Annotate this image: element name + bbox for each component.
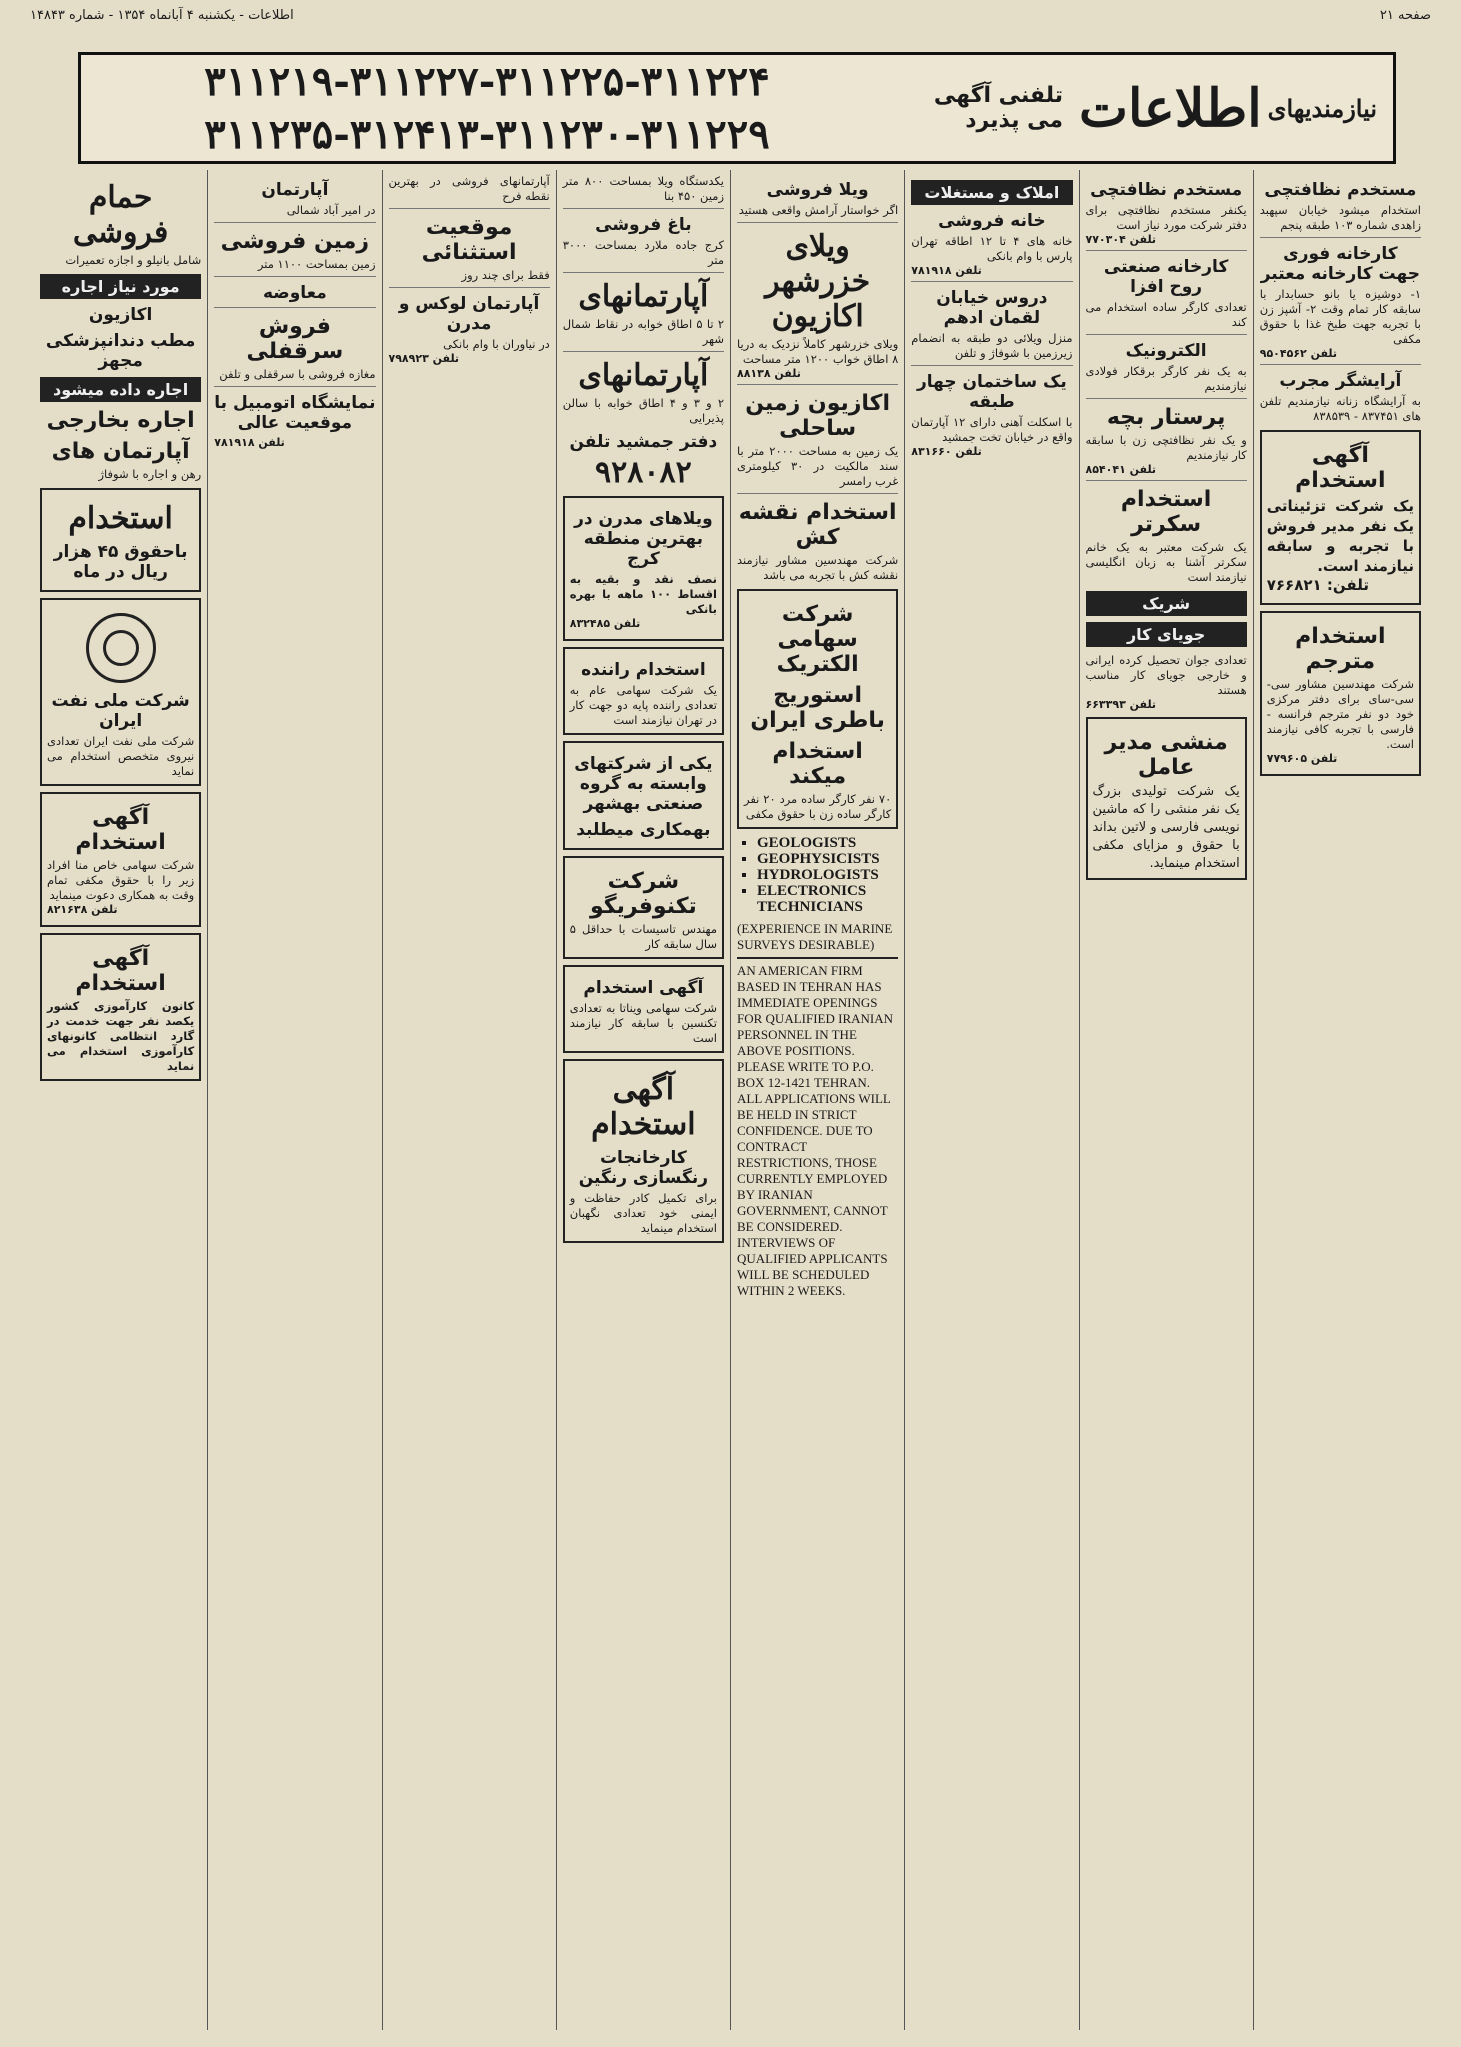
ad-heading: آگهی استخدام: [591, 1072, 696, 1142]
ad-heading: آگهی استخدام: [583, 978, 704, 998]
ad-text: ۷۰ نفر کارگر ساده مرد ۲۰ نفر کارگر ساده زن با حقوق مکفی: [744, 792, 892, 821]
ad-text: یک شرکت معتبر به یک خانم سکرتر آشنا به زبان انگلیسی نیازمند است: [1085, 540, 1247, 584]
ad-heading: استخدام نقشه کش: [738, 500, 897, 550]
ad-text: با اسکلت آهنی دارای ۱۲ آپارتمان واقع در خیابان تخت جمشید: [911, 415, 1073, 444]
ad-heading: استخدام مترجم: [1295, 624, 1386, 674]
ad-heading: آپارتمان: [261, 180, 329, 200]
ad-heading: دفتر جمشید تلفن: [569, 432, 718, 452]
en-position: ▪ GEOPHYSICISTS: [757, 851, 898, 867]
ad-text: نصف نقد و بقیه به اقساط ۱۰۰ ماهه با بهره بانکی: [569, 572, 717, 616]
en-body: INTERVIEWS OF QUALIFIED APPLICANTS WILL BE SCHEDULED WITHIN 2 WEEKS.: [737, 1235, 888, 1298]
ad-text: برای تکمیل کادر حفاظت و ایمنی خود تعدادی نگهبان استخدام مینماید: [569, 1191, 717, 1235]
en-body: AN AMERICAN FIRM BASED IN TEHRAN HAS IMMEDIATE OPENINGS FOR QUALIFIED IRANIAN PERSONNEL IN THE ABOVE POSITIONS. PLEASE WRITE TO P.O. BOX 12-1421 TEHRAN.: [737, 963, 893, 1090]
ad-phone: تلفن ۷۷۹۶۰۵: [1266, 752, 1338, 765]
ad-heading: ویلاهای مدرن در بهترین منطقه کرج: [574, 509, 713, 569]
ad-text: در نیاوران با وام بانکی: [443, 337, 550, 351]
ad-heading: یکی از شرکتهای وابسته به گروه صنعتی بهشهر: [574, 754, 713, 814]
column-3: [904, 170, 1078, 2030]
divider: [1086, 250, 1247, 251]
ad-heading: باغ فروشی: [595, 215, 692, 235]
ad-heading: کارخانه صنعتی روح افزا: [1103, 257, 1229, 297]
ad-text: شرکت ملی نفت ایران تعدادی نیروی متخصص استخدام می نماید: [47, 734, 195, 778]
ad-phone: تلفن ۸۵۴۰۴۱: [1085, 463, 1157, 476]
section-banner: شریک: [1086, 591, 1247, 616]
ad-heading: بهمکاری میطلبد: [576, 820, 711, 840]
ad-heading: ویلا فروشی: [766, 180, 869, 200]
ad-box: [563, 965, 724, 1053]
ad-text: منزل ویلائی دو طبقه به انضمام زیرزمین با شوفاژ و تلفن: [911, 331, 1073, 360]
ad-heading: آپارتمانهای: [578, 279, 709, 314]
en-position: ▪ HYDROLOGISTS: [757, 867, 898, 883]
top-line: [30, 0, 1431, 30]
ad-heading: آگهی استخدام: [1295, 443, 1386, 493]
divider: [563, 272, 724, 273]
page-number: صفحه ۲۱: [1379, 7, 1431, 23]
ad-heading: استخدام راننده: [581, 660, 706, 680]
en-position: ▪ ELECTRONICS TECHNICIANS: [757, 883, 898, 915]
ad-heading: زمین فروشی: [220, 229, 370, 254]
ad-text: در امیر آباد شمالی: [286, 203, 376, 217]
ad-heading: آگهی استخدام: [75, 946, 166, 996]
brand-small: نیازمندیهای: [1267, 93, 1378, 123]
ad-heading: شرکت تکنوفریگو: [589, 869, 697, 919]
ad-phone: تلفن ۸۲۱۶۳۸: [47, 903, 118, 916]
ad-heading: استخدام: [68, 501, 173, 536]
column-2: [1079, 170, 1253, 2030]
ad-text: ۱- دوشیزه یا بانو حسابدار با سابقه کار تمام وقت ۲- آشپز زن با تجربه جهت طبخ غذا با حقوق مکفی: [1259, 287, 1421, 346]
ad-heading: آپارتمانهای: [578, 358, 709, 393]
company-logo-icon: [86, 613, 156, 683]
ad-phone: تلفن: ۷۶۶۸۲۱: [1266, 576, 1369, 594]
ad-heading: آگهی استخدام: [75, 805, 166, 855]
ad-box: [1086, 717, 1247, 880]
ad-heading: فروش سرقفلی: [246, 314, 344, 364]
divider: [563, 351, 724, 352]
divider: [1086, 334, 1247, 335]
ad-heading: باحقوق ۴۵ هزار ریال در ماه: [53, 542, 188, 582]
column-6: [382, 170, 556, 2030]
divider: [214, 307, 375, 308]
section-banner: مورد نیاز اجاره: [40, 274, 201, 299]
column-5: [556, 170, 730, 2030]
divider: [214, 276, 375, 277]
ad-heading: الکترونیک: [1125, 341, 1207, 361]
ad-text: شرکت سهامی خاص منا افراد زیر را با حقوق مکفی تمام وقت به همکاری دعوت مینماید: [47, 858, 195, 902]
column-1: [1253, 170, 1427, 2030]
ad-text: کرج جاده ملارد بمساحت ۳۰۰۰ متر: [562, 238, 724, 267]
ad-text: تعدادی کارگر ساده استخدام می کند: [1085, 300, 1247, 329]
ad-heading: اجاره بخارجی: [46, 408, 195, 433]
column-7: [207, 170, 381, 2030]
ad-box: [563, 1059, 724, 1243]
ad-text: ۲ و ۳ و ۴ اطاق خوابه با سالن پذیرایی: [562, 396, 724, 425]
ad-text: تعدادی جوان تحصیل کرده ایرانی و خارجی جویای کار مناسب هستند: [1085, 653, 1247, 697]
english-ad: [737, 835, 898, 1299]
divider: [1086, 398, 1247, 399]
ad-text: ویلای خزرشهر کاملاً نزدیک به دریا ۸ اطاق خواب ۱۲۰۰ متر مساحت: [737, 337, 899, 366]
ad-box: [40, 792, 201, 927]
ad-text: آپارتمانهای فروشی در بهترین نقطه فرح: [388, 174, 550, 203]
ad-phone: تلفن ۸۳۱۶۶۰: [911, 445, 982, 458]
ad-text: یک شرکت تولیدی بزرگ یک نفر منشی را که ماشین نویسی فارسی و لاتین بداند با حقوق و مزایای مکفی استخدام مینماید.: [1092, 784, 1240, 871]
ad-phone: تلفن ۸۸۱۳۸: [737, 367, 801, 380]
ad-phone: تلفن ۹۵۰۴۵۶۲: [1259, 347, 1338, 360]
ad-text: ۲ تا ۵ اطاق خوابه در نقاط شمال شهر: [562, 317, 725, 346]
ad-box: [40, 933, 201, 1081]
ad-text: یکدستگاه ویلا بمساحت ۸۰۰ متر زمین ۴۵۰ بنا: [562, 174, 724, 203]
ad-text: به یک نفر کارگر برقکار فولادی نیازمندیم: [1085, 364, 1247, 393]
ad-box: [40, 488, 201, 592]
divider: [1260, 237, 1421, 238]
ad-text: شرکت سهامی ویناتا به تعدادی تکنسین با سابقه کار نیازمند است: [569, 1001, 717, 1045]
ad-box: [1260, 430, 1421, 605]
ad-phone: تلفن ۷۷۰۳۰۴: [1085, 233, 1157, 246]
ad-phone: تلفن ۷۸۱۹۱۸: [214, 436, 285, 449]
ad-heading: آرایشگر مجرب: [1279, 371, 1402, 391]
ad-text: مهندس تاسیسات با حداقل ۵ سال سابقه کار: [569, 922, 717, 951]
masthead-phones: [81, 55, 893, 161]
ad-text: زمین بمساحت ۱۱۰۰ متر: [257, 257, 376, 271]
ad-box: [1260, 611, 1421, 776]
ad-text: شرکت مهندسین مشاور سی-سی-سای برای دفتر مرکزی خود دو نفر مترجم فرانسه - فارسی با تجربه کافی نیازمند است.: [1266, 677, 1414, 751]
column-8: [34, 170, 207, 2030]
masthead-tagline: تلفنی آگهی می پذیرد: [933, 83, 1063, 133]
ad-box: [737, 589, 898, 829]
ad-heading: کارخانه فوری جهت کارخانه معتبر: [1260, 244, 1421, 284]
ad-heading: اکازیون: [88, 305, 153, 325]
section-banner: املاک و مستغلات: [911, 180, 1072, 205]
divider: [737, 384, 898, 385]
en-note: (EXPERIENCE IN MARINE SURVEYS DESIRABLE): [737, 921, 893, 952]
divider: [214, 222, 375, 223]
phones-row-2: ۳۱۱۲۳۵-۳۱۲۴۱۳-۳۱۱۲۳۰-۳۱۱۲۲۹: [204, 111, 770, 158]
column-4: [730, 170, 904, 2030]
divider: [737, 493, 898, 494]
ad-box: [563, 741, 724, 850]
ad-heading: خانه فروشی: [938, 211, 1046, 231]
logo-ring-icon: [103, 630, 139, 666]
divider: [389, 208, 550, 209]
ad-text: فقط برای چند روز: [461, 268, 550, 282]
ad-heading: اکازیون زمین ساحلی: [745, 391, 891, 441]
ad-phone: تلفن ۷۸۱۹۱۸: [911, 264, 982, 277]
ad-text: کانون کارآموزی کشور یکصد نفر جهت خدمت در گارد انتظامی کانونهای کارآموزی استخدام می نماید: [47, 999, 195, 1073]
phones-row-1: ۳۱۱۲۱۹-۳۱۱۲۲۷-۳۱۱۲۲۵-۳۱۱۲۲۴: [204, 58, 770, 105]
ad-heading: مستخدم نظافتچی: [1264, 180, 1417, 200]
ad-text: و یک نفر نظافتچی زن با سابقه کار نیازمندیم: [1085, 433, 1247, 462]
ad-text: رهن و اجاره با شوفاژ: [98, 467, 202, 481]
divider: [737, 222, 898, 223]
divider: [737, 957, 898, 959]
divider: [1260, 364, 1421, 365]
ad-text: خانه های ۴ تا ۱۲ اطاقه تهران پارس با وام بانکی: [911, 234, 1073, 263]
ad-heading: موقعیت استثنائی: [421, 215, 517, 265]
ad-box: [563, 856, 724, 959]
ad-heading: آپارتمان های: [51, 439, 190, 464]
ad-heading: نمایشگاه اتومبیل با موقعیت عالی: [214, 393, 376, 433]
ad-big-phone: ۹۲۸۰۸۲: [595, 455, 692, 490]
ad-heading: دروس خیابان لقمان ادهم: [936, 288, 1048, 328]
ad-heading: شرکت سهامی الکتریک: [776, 602, 859, 677]
ad-heading: مستخدم نظافتچی: [1090, 180, 1243, 200]
ad-heading: استخدام میکند: [772, 739, 863, 789]
ad-heading: استخدام سکرتر: [1120, 487, 1212, 537]
ad-heading: شرکت ملی نفت ایران: [51, 691, 190, 731]
ad-text: شرکت مهندسین مشاور نیازمند نقشه کش با تجربه می باشد: [737, 553, 899, 582]
brand-big: اطلاعات: [1078, 77, 1262, 139]
en-position: ▪ GEOLOGISTS: [757, 835, 898, 851]
ad-heading: استوریج باطری ایران: [750, 683, 885, 733]
ad-heading: منشی مدیر عامل: [1104, 730, 1228, 780]
ad-text: استخدام میشود خیابان سپهبد زاهدی شماره ۱۰۳ طبقه پنجم: [1259, 203, 1421, 232]
ad-heading: آپارتمان لوکس و مدرن: [398, 294, 540, 334]
ad-heading: کارخانجات رنگسازی رنگین: [578, 1148, 709, 1188]
masthead-brand: [1063, 55, 1393, 161]
ad-box: [563, 647, 724, 735]
ad-text: مغازه فروشی با سرقفلی و تلفن: [219, 367, 376, 381]
ad-text: یک شرکت تزئیناتی یک نفر مدیر فروش با تجربه و سابقه نیازمند است.: [1266, 497, 1414, 575]
ad-box: [563, 496, 724, 641]
divider: [911, 365, 1072, 366]
ad-heading: پرستار بچه: [1106, 405, 1226, 430]
dateline: اطلاعات - یکشنبه ۴ آبانماه ۱۳۵۴ - شماره ۱۴۸۴۳: [30, 7, 294, 23]
ad-phone: تلفن ۶۶۳۳۹۳: [1085, 698, 1157, 711]
ad-phone: تلفن ۷۹۸۹۲۳: [388, 352, 460, 365]
divider: [1086, 480, 1247, 481]
ad-text: یک شرکت سهامی عام به تعدادی راننده پایه دو جهت کار در تهران نیازمند است: [569, 683, 717, 727]
divider: [563, 208, 724, 209]
section-banner: اجاره داده میشود: [40, 377, 201, 402]
divider: [389, 287, 550, 288]
ad-heading: مطب دندانپزشکی مجهز: [45, 331, 196, 371]
en-body: ALL APPLICATIONS WILL BE HELD IN STRICT CONFIDENCE. DUE TO CONTRACT RESTRICTIONS, THOSE CURRENTLY EMPLOYED BY IRANIAN GOVERNMENT, CANNOT BE CONSIDERED.: [737, 1091, 891, 1234]
ad-text: به آرایشگاه زنانه نیازمندیم تلفن های ۸۳۷۴۵۱ - ۸۳۸۵۳۹: [1259, 394, 1421, 423]
divider: [214, 386, 375, 387]
ad-text: شامل بانیلو و اجازه تعمیرات: [65, 253, 202, 267]
ad-columns: [34, 170, 1427, 2030]
masthead: [78, 52, 1396, 164]
ad-heading: معاوضه: [262, 283, 327, 303]
ad-text: یکنفر مستخدم نظافتچی برای دفتر شرکت مورد نیاز است: [1085, 203, 1247, 232]
section-banner: جویای کار: [1086, 622, 1247, 647]
ad-phone: تلفن ۸۳۲۴۸۵: [569, 617, 641, 630]
ad-box: [40, 598, 201, 786]
divider: [911, 281, 1072, 282]
ad-text: یک زمین به مساحت ۲۰۰۰ متر با سند مالکیت در ۳۰ کیلومتری غرب رامسر: [737, 444, 899, 488]
ad-heading: حمام فروشی: [72, 180, 169, 250]
ad-heading: ویلای خزرشهر اکازیون: [765, 229, 871, 334]
ad-text: اگر خواستار آرامش واقعی هستید: [738, 203, 899, 217]
ad-heading: یک ساختمان چهار طبقه: [916, 372, 1067, 412]
